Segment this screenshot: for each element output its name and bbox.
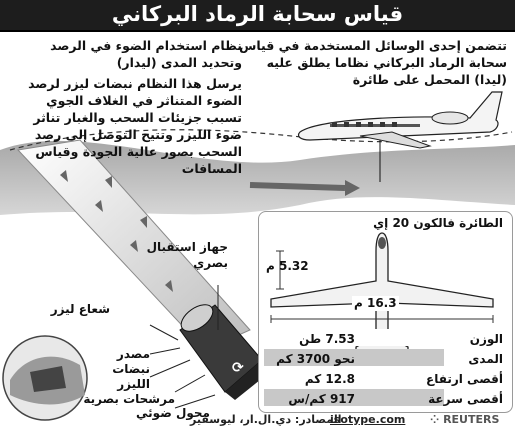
cloud-arrow	[250, 185, 345, 188]
lidar-text-4: ضوء الليزر وتتيح التوصل إلى رصد	[34, 127, 242, 142]
source-label: مصدر	[116, 347, 150, 361]
intro-line-2: سحابة الرماد البركاني نظاما يطلق عليه	[266, 55, 507, 70]
intro-line-3: (ليدا) المحمل على طائرة	[352, 72, 507, 87]
spec-value-range: نحو 3700 كم	[276, 352, 355, 366]
lidar-text-6: المسافات	[181, 161, 242, 176]
lidar-heading-1: نظام استخدام الضوء في الرصد	[50, 38, 242, 53]
spec-value-speed: 917 كم/س	[288, 392, 355, 406]
converter-label: محول ضوئي	[136, 406, 210, 420]
spec-label-weight: الوزن	[469, 332, 503, 346]
spec-label-speed: أقصى سرعة	[428, 392, 503, 406]
lidar-text-3: تسبب جزيئات السحب والغبار تناثر	[33, 110, 242, 125]
reuters-wordmark: REUTERS	[443, 413, 500, 426]
sources-text: المصادر: دي.ال.ار، ليوسفير	[190, 413, 342, 426]
lidar-text-1: يرسل هذا النظام نبضات ليزر لرصد	[28, 76, 242, 91]
spec-value-altitude: 12.8 كم	[304, 372, 355, 386]
receiver-label-2: بصري	[193, 256, 228, 270]
pulses-label-2: الليزر	[117, 377, 150, 391]
laser-beam-label: شعاع ليزر	[50, 302, 110, 316]
filters-label: مرشحات بصرية	[83, 392, 175, 406]
lidar-text-5: السحب بصور عالية الجودة وقياس	[35, 144, 242, 159]
aircraft-height: 5.32 م	[266, 259, 309, 273]
spec-value-weight: 7.53 طن	[299, 332, 355, 346]
receiver-label-1: جهاز استقبال	[146, 240, 228, 254]
spec-label-altitude: أقصى ارتفاع	[426, 372, 503, 386]
lidar-text-2: الضوء المتناثر في الغلاف الجوي	[46, 93, 242, 108]
reuters-logo	[430, 413, 499, 426]
svg-text:⟳: ⟳	[232, 360, 244, 376]
aircraft-name: الطائرة فالكون 20 إي	[373, 216, 503, 230]
page-title: قياس سحابة الرماد البركاني	[111, 2, 404, 26]
spec-label-range: المدى	[468, 352, 503, 366]
lidar-device	[177, 299, 270, 400]
reuters-dots-icon: ⁘	[430, 413, 440, 426]
aircraft-span: 16.3 م	[354, 296, 397, 310]
intro-line-1: تتضمن إحدى الوسائل المستخدمة في قياس	[239, 38, 507, 53]
isotype-link[interactable]: isotype.com	[330, 413, 406, 426]
lidar-heading-2: وتحديد المدى (ليدار)	[116, 55, 242, 70]
pulses-label-1: نبضات	[112, 362, 150, 376]
